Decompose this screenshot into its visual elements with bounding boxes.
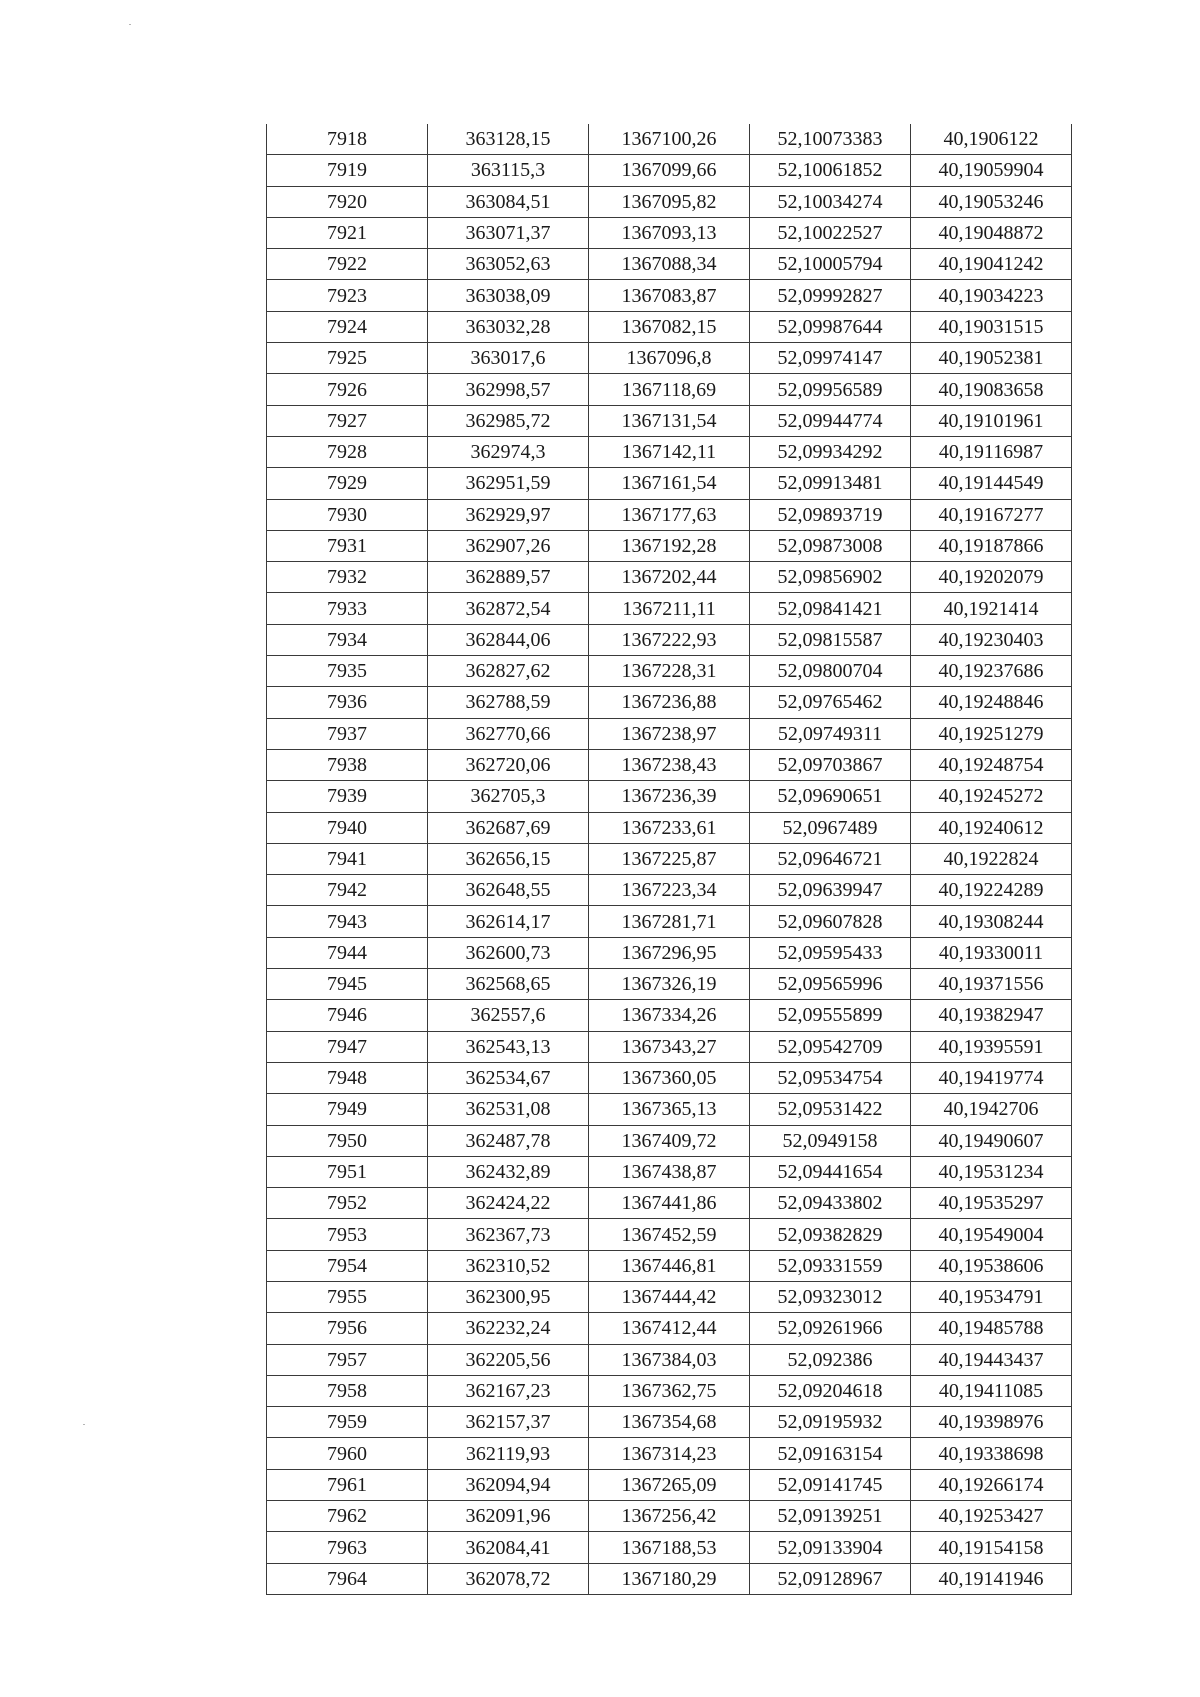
table-row — [267, 1469, 1072, 1500]
longitude-cell: 40,19251279 — [911, 718, 1072, 749]
latitude-cell: 52,09974147 — [750, 343, 911, 374]
longitude-cell: 40,19395591 — [911, 1031, 1072, 1062]
x-coordinate-cell: 363128,15 — [428, 124, 589, 155]
table-row — [267, 374, 1072, 405]
y-coordinate-cell: 1367131,54 — [589, 405, 750, 436]
table-row — [267, 124, 1072, 155]
y-coordinate-cell: 1367441,86 — [589, 1188, 750, 1219]
y-coordinate-cell: 1367238,97 — [589, 718, 750, 749]
x-coordinate-cell: 362424,22 — [428, 1188, 589, 1219]
y-coordinate-cell: 1367360,05 — [589, 1062, 750, 1093]
point-number-cell: 7953 — [267, 1219, 428, 1250]
longitude-cell: 40,19330011 — [911, 937, 1072, 968]
point-number-cell: 7937 — [267, 718, 428, 749]
table-row — [267, 530, 1072, 561]
longitude-cell: 40,1922824 — [911, 843, 1072, 874]
longitude-cell: 40,19167277 — [911, 499, 1072, 530]
x-coordinate-cell: 362487,78 — [428, 1125, 589, 1156]
y-coordinate-cell: 1367225,87 — [589, 843, 750, 874]
x-coordinate-cell: 362844,06 — [428, 624, 589, 655]
x-coordinate-cell: 362534,67 — [428, 1062, 589, 1093]
x-coordinate-cell: 362531,08 — [428, 1094, 589, 1125]
longitude-cell: 40,19382947 — [911, 1000, 1072, 1031]
point-number-cell: 7952 — [267, 1188, 428, 1219]
latitude-cell: 52,0967489 — [750, 812, 911, 843]
x-coordinate-cell: 362998,57 — [428, 374, 589, 405]
longitude-cell: 40,19538606 — [911, 1250, 1072, 1281]
table-row — [267, 1000, 1072, 1031]
point-number-cell: 7926 — [267, 374, 428, 405]
y-coordinate-cell: 1367334,26 — [589, 1000, 750, 1031]
longitude-cell: 40,19048872 — [911, 217, 1072, 248]
latitude-cell: 52,09815587 — [750, 624, 911, 655]
y-coordinate-cell: 1367362,75 — [589, 1375, 750, 1406]
longitude-cell: 40,19411085 — [911, 1375, 1072, 1406]
longitude-cell: 40,19531234 — [911, 1156, 1072, 1187]
latitude-cell: 52,10022527 — [750, 217, 911, 248]
y-coordinate-cell: 1367192,28 — [589, 530, 750, 561]
latitude-cell: 52,09856902 — [750, 562, 911, 593]
x-coordinate-cell: 362543,13 — [428, 1031, 589, 1062]
latitude-cell: 52,09531422 — [750, 1094, 911, 1125]
table-row — [267, 1407, 1072, 1438]
table-row — [267, 1438, 1072, 1469]
point-number-cell: 7927 — [267, 405, 428, 436]
table-row — [267, 812, 1072, 843]
longitude-cell: 40,19224289 — [911, 875, 1072, 906]
y-coordinate-cell: 1367236,39 — [589, 781, 750, 812]
point-number-cell: 7954 — [267, 1250, 428, 1281]
table-row — [267, 1031, 1072, 1062]
x-coordinate-cell: 363032,28 — [428, 311, 589, 342]
y-coordinate-cell: 1367142,11 — [589, 436, 750, 467]
longitude-cell: 40,19202079 — [911, 562, 1072, 593]
point-number-cell: 7941 — [267, 843, 428, 874]
latitude-cell: 52,09128967 — [750, 1563, 911, 1594]
x-coordinate-cell: 362951,59 — [428, 468, 589, 499]
point-number-cell: 7964 — [267, 1563, 428, 1594]
y-coordinate-cell: 1367233,61 — [589, 812, 750, 843]
longitude-cell: 40,19187866 — [911, 530, 1072, 561]
latitude-cell: 52,09841421 — [750, 593, 911, 624]
table-row — [267, 1344, 1072, 1375]
table-row — [267, 1281, 1072, 1312]
point-number-cell: 7940 — [267, 812, 428, 843]
longitude-cell: 40,19083658 — [911, 374, 1072, 405]
x-coordinate-cell: 362205,56 — [428, 1344, 589, 1375]
scan-speck — [129, 24, 131, 25]
y-coordinate-cell: 1367236,88 — [589, 687, 750, 718]
y-coordinate-cell: 1367100,26 — [589, 124, 750, 155]
point-number-cell: 7944 — [267, 937, 428, 968]
y-coordinate-cell: 1367452,59 — [589, 1219, 750, 1250]
longitude-cell: 40,19398976 — [911, 1407, 1072, 1438]
y-coordinate-cell: 1367265,09 — [589, 1469, 750, 1500]
y-coordinate-cell: 1367093,13 — [589, 217, 750, 248]
point-number-cell: 7960 — [267, 1438, 428, 1469]
latitude-cell: 52,09534754 — [750, 1062, 911, 1093]
point-number-cell: 7925 — [267, 343, 428, 374]
latitude-cell: 52,09646721 — [750, 843, 911, 874]
x-coordinate-cell: 362078,72 — [428, 1563, 589, 1594]
y-coordinate-cell: 1367095,82 — [589, 186, 750, 217]
y-coordinate-cell: 1367281,71 — [589, 906, 750, 937]
latitude-cell: 52,09204618 — [750, 1375, 911, 1406]
y-coordinate-cell: 1367188,53 — [589, 1532, 750, 1563]
x-coordinate-cell: 362907,26 — [428, 530, 589, 561]
table-row — [267, 468, 1072, 499]
longitude-cell: 40,19041242 — [911, 249, 1072, 280]
point-number-cell: 7923 — [267, 280, 428, 311]
table-row — [267, 718, 1072, 749]
x-coordinate-cell: 363084,51 — [428, 186, 589, 217]
point-number-cell: 7962 — [267, 1501, 428, 1532]
table-row — [267, 749, 1072, 780]
latitude-cell: 52,10061852 — [750, 155, 911, 186]
latitude-cell: 52,09690651 — [750, 781, 911, 812]
longitude-cell: 40,1942706 — [911, 1094, 1072, 1125]
longitude-cell: 40,19371556 — [911, 969, 1072, 1000]
latitude-cell: 52,09141745 — [750, 1469, 911, 1500]
table-row — [267, 1188, 1072, 1219]
x-coordinate-cell: 362889,57 — [428, 562, 589, 593]
point-number-cell: 7963 — [267, 1532, 428, 1563]
latitude-cell: 52,09765462 — [750, 687, 911, 718]
longitude-cell: 40,19059904 — [911, 155, 1072, 186]
point-number-cell: 7936 — [267, 687, 428, 718]
latitude-cell: 52,09133904 — [750, 1532, 911, 1563]
x-coordinate-cell: 362648,55 — [428, 875, 589, 906]
x-coordinate-cell: 362827,62 — [428, 656, 589, 687]
x-coordinate-cell: 362367,73 — [428, 1219, 589, 1250]
latitude-cell: 52,09163154 — [750, 1438, 911, 1469]
table-row — [267, 311, 1072, 342]
point-number-cell: 7951 — [267, 1156, 428, 1187]
point-number-cell: 7933 — [267, 593, 428, 624]
longitude-cell: 40,19230403 — [911, 624, 1072, 655]
coordinates-table-body — [267, 124, 1072, 1594]
latitude-cell: 52,09893719 — [750, 499, 911, 530]
y-coordinate-cell: 1367118,69 — [589, 374, 750, 405]
x-coordinate-cell: 362432,89 — [428, 1156, 589, 1187]
longitude-cell: 40,1906122 — [911, 124, 1072, 155]
y-coordinate-cell: 1367409,72 — [589, 1125, 750, 1156]
latitude-cell: 52,09261966 — [750, 1313, 911, 1344]
table-row — [267, 249, 1072, 280]
y-coordinate-cell: 1367180,29 — [589, 1563, 750, 1594]
y-coordinate-cell: 1367354,68 — [589, 1407, 750, 1438]
longitude-cell: 40,1921414 — [911, 593, 1072, 624]
table-row — [267, 1375, 1072, 1406]
point-number-cell: 7942 — [267, 875, 428, 906]
table-row — [267, 969, 1072, 1000]
y-coordinate-cell: 1367314,23 — [589, 1438, 750, 1469]
latitude-cell: 52,09139251 — [750, 1501, 911, 1532]
table-row — [267, 687, 1072, 718]
y-coordinate-cell: 1367211,11 — [589, 593, 750, 624]
longitude-cell: 40,19248754 — [911, 749, 1072, 780]
longitude-cell: 40,19534791 — [911, 1281, 1072, 1312]
table-row — [267, 405, 1072, 436]
latitude-cell: 52,09992827 — [750, 280, 911, 311]
longitude-cell: 40,19237686 — [911, 656, 1072, 687]
longitude-cell: 40,19338698 — [911, 1438, 1072, 1469]
table-row — [267, 1250, 1072, 1281]
latitude-cell: 52,09433802 — [750, 1188, 911, 1219]
point-number-cell: 7948 — [267, 1062, 428, 1093]
table-row — [267, 1532, 1072, 1563]
latitude-cell: 52,09703867 — [750, 749, 911, 780]
longitude-cell: 40,19266174 — [911, 1469, 1072, 1500]
point-number-cell: 7938 — [267, 749, 428, 780]
y-coordinate-cell: 1367096,8 — [589, 343, 750, 374]
y-coordinate-cell: 1367082,15 — [589, 311, 750, 342]
point-number-cell: 7943 — [267, 906, 428, 937]
point-number-cell: 7929 — [267, 468, 428, 499]
point-number-cell: 7950 — [267, 1125, 428, 1156]
latitude-cell: 52,09382829 — [750, 1219, 911, 1250]
latitude-cell: 52,09987644 — [750, 311, 911, 342]
longitude-cell: 40,19443437 — [911, 1344, 1072, 1375]
latitude-cell: 52,09441654 — [750, 1156, 911, 1187]
y-coordinate-cell: 1367202,44 — [589, 562, 750, 593]
y-coordinate-cell: 1367161,54 — [589, 468, 750, 499]
longitude-cell: 40,19034223 — [911, 280, 1072, 311]
latitude-cell: 52,10073383 — [750, 124, 911, 155]
point-number-cell: 7921 — [267, 217, 428, 248]
x-coordinate-cell: 363071,37 — [428, 217, 589, 248]
longitude-cell: 40,19549004 — [911, 1219, 1072, 1250]
y-coordinate-cell: 1367412,44 — [589, 1313, 750, 1344]
table-row — [267, 1125, 1072, 1156]
y-coordinate-cell: 1367384,03 — [589, 1344, 750, 1375]
latitude-cell: 52,09639947 — [750, 875, 911, 906]
x-coordinate-cell: 362157,37 — [428, 1407, 589, 1438]
latitude-cell: 52,0949158 — [750, 1125, 911, 1156]
y-coordinate-cell: 1367088,34 — [589, 249, 750, 280]
longitude-cell: 40,19245272 — [911, 781, 1072, 812]
x-coordinate-cell: 362557,6 — [428, 1000, 589, 1031]
longitude-cell: 40,19419774 — [911, 1062, 1072, 1093]
latitude-cell: 52,09934292 — [750, 436, 911, 467]
scan-speck — [83, 1424, 85, 1425]
table-row — [267, 1501, 1072, 1532]
y-coordinate-cell: 1367238,43 — [589, 749, 750, 780]
y-coordinate-cell: 1367343,27 — [589, 1031, 750, 1062]
x-coordinate-cell: 362872,54 — [428, 593, 589, 624]
point-number-cell: 7931 — [267, 530, 428, 561]
latitude-cell: 52,09944774 — [750, 405, 911, 436]
y-coordinate-cell: 1367438,87 — [589, 1156, 750, 1187]
point-number-cell: 7939 — [267, 781, 428, 812]
point-number-cell: 7922 — [267, 249, 428, 280]
x-coordinate-cell: 362167,23 — [428, 1375, 589, 1406]
latitude-cell: 52,09331559 — [750, 1250, 911, 1281]
y-coordinate-cell: 1367365,13 — [589, 1094, 750, 1125]
x-coordinate-cell: 362119,93 — [428, 1438, 589, 1469]
x-coordinate-cell: 362656,15 — [428, 843, 589, 874]
y-coordinate-cell: 1367444,42 — [589, 1281, 750, 1312]
y-coordinate-cell: 1367083,87 — [589, 280, 750, 311]
latitude-cell: 52,09542709 — [750, 1031, 911, 1062]
latitude-cell: 52,09607828 — [750, 906, 911, 937]
point-number-cell: 7946 — [267, 1000, 428, 1031]
point-number-cell: 7919 — [267, 155, 428, 186]
table-row — [267, 499, 1072, 530]
longitude-cell: 40,19248846 — [911, 687, 1072, 718]
y-coordinate-cell: 1367446,81 — [589, 1250, 750, 1281]
longitude-cell: 40,19154158 — [911, 1532, 1072, 1563]
table-row — [267, 624, 1072, 655]
point-number-cell: 7924 — [267, 311, 428, 342]
longitude-cell: 40,19101961 — [911, 405, 1072, 436]
point-number-cell: 7918 — [267, 124, 428, 155]
longitude-cell: 40,19485788 — [911, 1313, 1072, 1344]
x-coordinate-cell: 362929,97 — [428, 499, 589, 530]
table-row — [267, 343, 1072, 374]
coordinates-table — [266, 124, 1072, 1595]
point-number-cell: 7935 — [267, 656, 428, 687]
y-coordinate-cell: 1367256,42 — [589, 1501, 750, 1532]
latitude-cell: 52,09749311 — [750, 718, 911, 749]
x-coordinate-cell: 363017,6 — [428, 343, 589, 374]
longitude-cell: 40,19052381 — [911, 343, 1072, 374]
y-coordinate-cell: 1367296,95 — [589, 937, 750, 968]
table-row — [267, 1062, 1072, 1093]
x-coordinate-cell: 363115,3 — [428, 155, 589, 186]
x-coordinate-cell: 362091,96 — [428, 1501, 589, 1532]
x-coordinate-cell: 363038,09 — [428, 280, 589, 311]
table-row — [267, 1094, 1072, 1125]
x-coordinate-cell: 362094,94 — [428, 1469, 589, 1500]
latitude-cell: 52,10005794 — [750, 249, 911, 280]
point-number-cell: 7955 — [267, 1281, 428, 1312]
point-number-cell: 7920 — [267, 186, 428, 217]
x-coordinate-cell: 362770,66 — [428, 718, 589, 749]
latitude-cell: 52,09195932 — [750, 1407, 911, 1438]
table-row — [267, 937, 1072, 968]
y-coordinate-cell: 1367228,31 — [589, 656, 750, 687]
x-coordinate-cell: 362614,17 — [428, 906, 589, 937]
table-row — [267, 1219, 1072, 1250]
longitude-cell: 40,19116987 — [911, 436, 1072, 467]
point-number-cell: 7959 — [267, 1407, 428, 1438]
y-coordinate-cell: 1367222,93 — [589, 624, 750, 655]
latitude-cell: 52,09555899 — [750, 1000, 911, 1031]
table-row — [267, 436, 1072, 467]
longitude-cell: 40,19053246 — [911, 186, 1072, 217]
longitude-cell: 40,19535297 — [911, 1188, 1072, 1219]
table-row — [267, 217, 1072, 248]
point-number-cell: 7934 — [267, 624, 428, 655]
x-coordinate-cell: 362300,95 — [428, 1281, 589, 1312]
point-number-cell: 7945 — [267, 969, 428, 1000]
x-coordinate-cell: 362720,06 — [428, 749, 589, 780]
longitude-cell: 40,19031515 — [911, 311, 1072, 342]
x-coordinate-cell: 362705,3 — [428, 781, 589, 812]
y-coordinate-cell: 1367177,63 — [589, 499, 750, 530]
y-coordinate-cell: 1367099,66 — [589, 155, 750, 186]
table-row — [267, 843, 1072, 874]
x-coordinate-cell: 362084,41 — [428, 1532, 589, 1563]
latitude-cell: 52,09565996 — [750, 969, 911, 1000]
point-number-cell: 7930 — [267, 499, 428, 530]
table-row — [267, 875, 1072, 906]
x-coordinate-cell: 362310,52 — [428, 1250, 589, 1281]
x-coordinate-cell: 363052,63 — [428, 249, 589, 280]
latitude-cell: 52,09873008 — [750, 530, 911, 561]
table-row — [267, 1563, 1072, 1594]
latitude-cell: 52,09956589 — [750, 374, 911, 405]
latitude-cell: 52,10034274 — [750, 186, 911, 217]
longitude-cell: 40,19253427 — [911, 1501, 1072, 1532]
longitude-cell: 40,19144549 — [911, 468, 1072, 499]
point-number-cell: 7947 — [267, 1031, 428, 1062]
point-number-cell: 7961 — [267, 1469, 428, 1500]
table-row — [267, 155, 1072, 186]
x-coordinate-cell: 362687,69 — [428, 812, 589, 843]
latitude-cell: 52,09595433 — [750, 937, 911, 968]
x-coordinate-cell: 362600,73 — [428, 937, 589, 968]
table-row — [267, 186, 1072, 217]
x-coordinate-cell: 362974,3 — [428, 436, 589, 467]
x-coordinate-cell: 362985,72 — [428, 405, 589, 436]
longitude-cell: 40,19490607 — [911, 1125, 1072, 1156]
point-number-cell: 7956 — [267, 1313, 428, 1344]
table-row — [267, 1313, 1072, 1344]
table-row — [267, 781, 1072, 812]
longitude-cell: 40,19308244 — [911, 906, 1072, 937]
point-number-cell: 7928 — [267, 436, 428, 467]
table-row — [267, 906, 1072, 937]
longitude-cell: 40,19141946 — [911, 1563, 1072, 1594]
y-coordinate-cell: 1367326,19 — [589, 969, 750, 1000]
table-row — [267, 656, 1072, 687]
x-coordinate-cell: 362788,59 — [428, 687, 589, 718]
x-coordinate-cell: 362568,65 — [428, 969, 589, 1000]
latitude-cell: 52,09323012 — [750, 1281, 911, 1312]
latitude-cell: 52,09913481 — [750, 468, 911, 499]
point-number-cell: 7957 — [267, 1344, 428, 1375]
latitude-cell: 52,09800704 — [750, 656, 911, 687]
point-number-cell: 7949 — [267, 1094, 428, 1125]
table-row — [267, 1156, 1072, 1187]
table-row — [267, 280, 1072, 311]
point-number-cell: 7958 — [267, 1375, 428, 1406]
y-coordinate-cell: 1367223,34 — [589, 875, 750, 906]
x-coordinate-cell: 362232,24 — [428, 1313, 589, 1344]
point-number-cell: 7932 — [267, 562, 428, 593]
table-row — [267, 593, 1072, 624]
longitude-cell: 40,19240612 — [911, 812, 1072, 843]
latitude-cell: 52,092386 — [750, 1344, 911, 1375]
table-row — [267, 562, 1072, 593]
